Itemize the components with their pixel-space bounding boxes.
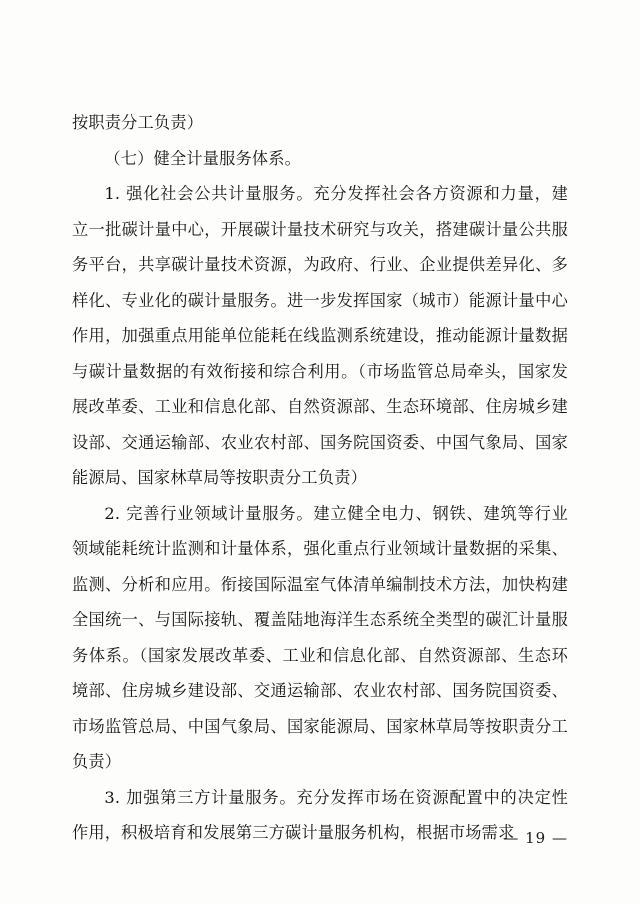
paragraph-section-heading-seven: （七）健全计量服务体系。: [104, 148, 302, 168]
paragraph-item-1: 1. 强化社会公共计量服务。充分发挥社会各方资源和力量，建立一批碳计量中心，开展碳计量技术研究与攻关，搭建碳计量公共服务平台，共享碳计量技术资源，为政府、行业、企业提供差异化、多样化、专业化的碳计量服务。进一步发挥国家（城市）能源计量中心作用，加强重点用能单位能耗在线监测系统建设，推动能源计量数据与碳计量数据的有效衔接和综合利用。（市场监管总局牵头，国家发展改革委、工业和信息化部、自然资源部、生态环境部、住房城乡建设部、交通运输部、农业农村部、国务院国资委、中国气象局、国家能源局、国家林草局等按职责分工负责）: [72, 184, 568, 487]
paragraph-continuation-line: 按职责分工负责）: [72, 113, 204, 132]
paragraph-item-3: 3. 加强第三方计量服务。充分发挥市场在资源配置中的决定性作用，积极培育和发展第三方碳计量服务机构，根据市场需求: [72, 787, 568, 842]
paragraph-item-2: 2. 完善行业领域计量服务。建立健全电力、钢铁、建筑等行业领域能耗统计监测和计量体系，强化重点行业领域计量数据的采集、监测、分析和应用。衔接国际温室气体清单编制技术方法，加快构建全国统一、与国际接轨、覆盖陆地海洋生态系统全类型的碳汇计量服务体系。（国家发展改革委、工业和信息化部、自然资源部、生态环境部、住房城乡建设部、交通运输部、农业农村部、国务院国资委、市场监管总局、中国气象局、国家能源局、国家林草局等按职责分工负责）: [72, 503, 568, 771]
document-body: [72, 105, 568, 851]
page-number: — 19 —: [503, 829, 568, 847]
